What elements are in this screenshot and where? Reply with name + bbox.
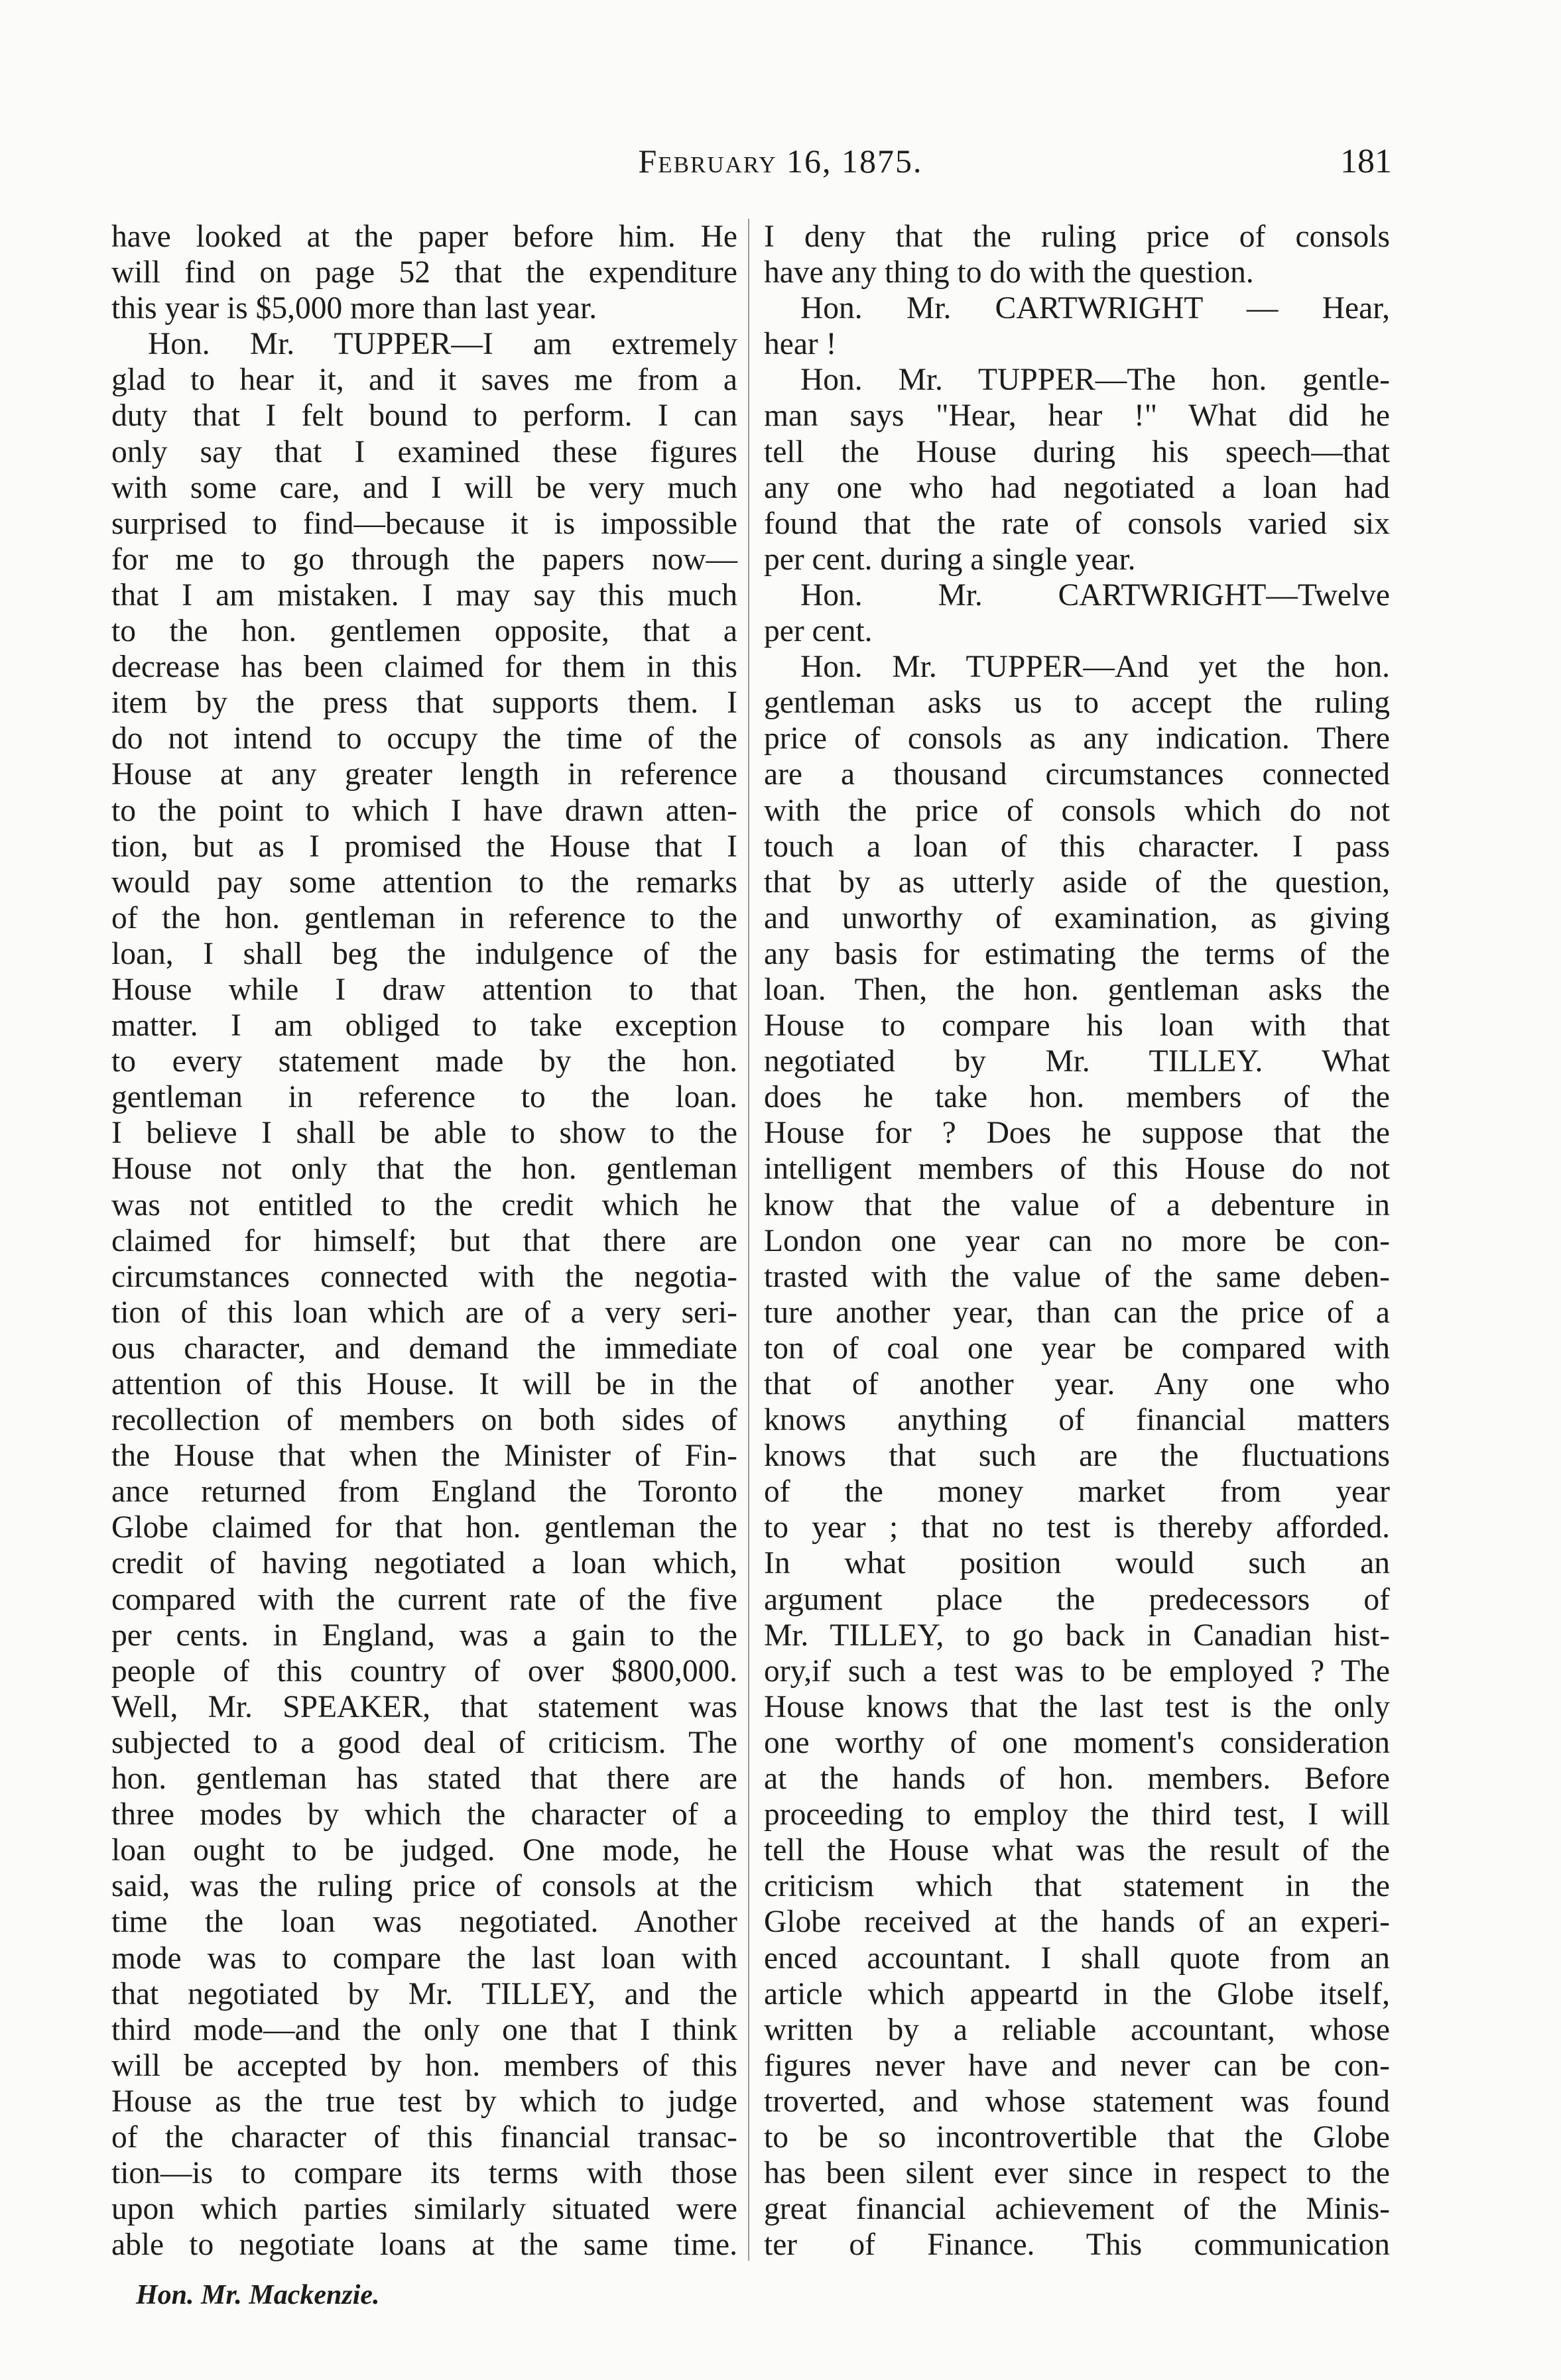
text-line: ory,if such a test was to be employed ? The — [764, 1653, 1390, 1689]
text-line: has been silent ever since in respect to the — [764, 2156, 1390, 2191]
text-line: mode was to compare the last loan with — [111, 1940, 737, 1976]
text-line: time the loan was negotiated. Another — [111, 1905, 737, 1940]
text-line: that by as utterly aside of the question, — [764, 864, 1390, 900]
text-line: knows that such are the fluctuations — [764, 1439, 1390, 1474]
text-line: hon. gentleman has stated that there are — [111, 1761, 737, 1797]
text-line: price of consols as any indication. There — [764, 721, 1390, 756]
text-line: I deny that the ruling price of consols — [764, 219, 1390, 254]
text-line: to the hon. gentlemen opposite, that a — [111, 614, 737, 649]
text-line: Hon. Mr. CARTWRIGHT—Twelve — [800, 577, 1390, 613]
text-line: House not only that the hon. gentleman — [111, 1152, 737, 1187]
text-line: of the character of this financial transac- — [111, 2119, 737, 2155]
text-line: credit of having negotiated a loan which, — [111, 1546, 737, 1581]
text-line: House for ? Does he suppose that the — [764, 1116, 1390, 1151]
text-line: Hon. Mr. TUPPER—The hon. gentle- — [800, 363, 1390, 398]
text-line: Well, Mr. SPEAKER, that statement was — [111, 1689, 737, 1724]
text-line: Hon. Mr. TUPPER—And yet the hon. — [800, 650, 1390, 685]
text-line: negotiated by Mr. TILLEY. What — [764, 1044, 1390, 1079]
text-line: upon which parties similarly situated were — [111, 2192, 737, 2227]
text-line: ance returned from England the Toronto — [111, 1474, 737, 1510]
text-line: intelligent members of this House do not — [764, 1152, 1390, 1187]
text-line: touch a loan of this character. I pass — [764, 829, 1390, 864]
footer-signature: Hon. Mr. Mackenzie. — [136, 2280, 380, 2310]
text-line: loan, I shall beg the indulgence of the — [111, 936, 737, 971]
text-line: proceeding to employ the third test, I will — [764, 1797, 1390, 1832]
text-line: per cent. — [764, 614, 873, 649]
text-line: ture another year, than can the price of a — [764, 1295, 1390, 1330]
text-line: Globe received at the hands of an experi- — [764, 1905, 1390, 1940]
text-line: glad to hear it, and it saves me from a — [111, 363, 737, 398]
text-line: In what position would such an — [764, 1546, 1390, 1581]
text-line: the House that when the Minister of Fin- — [111, 1439, 737, 1474]
text-line: troverted, and whose statement was found — [764, 2084, 1390, 2119]
text-line: Mr. TILLEY, to go back in Canadian hist- — [764, 1618, 1390, 1653]
text-line: third mode—and the only one that I think — [111, 2012, 737, 2047]
text-line: with some care, and I will be very much — [111, 470, 737, 505]
text-line: London one year can no more be con- — [764, 1223, 1390, 1258]
text-line: and unworthy of examination, as giving — [764, 900, 1390, 935]
text-line: House while I draw attention to that — [111, 972, 737, 1007]
text-line: argument place the predecessors of — [764, 1582, 1390, 1617]
text-line: of the hon. gentleman in reference to the — [111, 900, 737, 935]
text-line: that negotiated by Mr. TILLEY, and the — [111, 1976, 737, 2011]
text-line: hear ! — [764, 327, 837, 362]
text-line: found that the rate of consols varied six — [764, 506, 1390, 541]
text-line: any one who had negotiated a loan had — [764, 470, 1390, 505]
text-line: tion of this loan which are of a very seri- — [111, 1295, 737, 1330]
text-line: with the price of consols which do not — [764, 793, 1390, 828]
text-line: loan ought to be judged. One mode, he — [111, 1833, 737, 1868]
text-line: per cents. in England, was a gain to the — [111, 1618, 737, 1653]
text-line: tion, but as I promised the House that I — [111, 829, 737, 864]
text-line: will find on page 52 that the expenditure — [111, 255, 737, 290]
text-line: only say that I examined these figures — [111, 434, 737, 469]
text-line: able to negotiate loans at the same time. — [111, 2228, 737, 2263]
text-line: people of this country of over $800,000. — [111, 1653, 737, 1689]
text-line: know that the value of a debenture in — [764, 1187, 1390, 1222]
header-date: February 16, 1875. — [638, 143, 923, 180]
text-line: to every statement made by the hon. — [111, 1044, 737, 1079]
text-line: at the hands of hon. members. Before — [764, 1761, 1390, 1797]
text-line: would pay some attention to the remarks — [111, 864, 737, 900]
text-line: was not entitled to the credit which he — [111, 1187, 737, 1222]
text-line: that of another year. Any one who — [764, 1367, 1390, 1401]
text-line: great financial achievement of the Minis- — [764, 2192, 1390, 2227]
text-line: recollection of members on both sides of — [111, 1403, 737, 1438]
text-line: duty that I felt bound to perform. I can — [111, 398, 737, 434]
text-line: circumstances connected with the negotia- — [111, 1259, 737, 1294]
text-line: House as the true test by which to judge — [111, 2084, 737, 2119]
text-line: I believe I shall be able to show to the — [111, 1116, 737, 1151]
text-line: do not intend to occupy the time of the — [111, 721, 737, 756]
text-line: three modes by which the character of a — [111, 1797, 737, 1832]
text-line: tell the House what was the result of the — [764, 1833, 1390, 1868]
text-line: any basis for estimating the terms of the — [764, 936, 1390, 971]
text-line: knows anything of financial matters — [764, 1403, 1390, 1438]
text-line: gentleman in reference to the loan. — [111, 1080, 737, 1115]
text-line: of the money market from year — [764, 1474, 1390, 1510]
text-line: attention of this House. It will be in the — [111, 1367, 737, 1401]
text-line: decrease has been claimed for them in this — [111, 650, 737, 685]
text-line: ous character, and demand the immediate — [111, 1331, 737, 1366]
text-line: gentleman asks us to accept the ruling — [764, 685, 1390, 721]
column-divider — [748, 219, 749, 2261]
text-line: ton of coal one year be compared with — [764, 1331, 1390, 1366]
text-line: House at any greater length in reference — [111, 757, 737, 792]
text-line: loan. Then, the hon. gentleman asks the — [764, 972, 1390, 1007]
text-line: to year ; that no test is thereby afforded. — [764, 1510, 1390, 1545]
text-line: to the point to which I have drawn atten- — [111, 793, 737, 828]
text-line: are a thousand circumstances connected — [764, 757, 1390, 792]
text-line: item by the press that supports them. I — [111, 685, 737, 721]
text-line: trasted with the value of the same deben- — [764, 1259, 1390, 1294]
text-line: surprised to find—because it is impossible — [111, 506, 737, 541]
text-line: have any thing to do with the question. — [764, 255, 1254, 290]
text-line: figures never have and never can be con- — [764, 2048, 1390, 2083]
text-line: Hon. Mr. TUPPER—I am extremely — [148, 327, 737, 362]
left-column — [111, 219, 737, 2263]
text-line: man says "Hear, hear !" What did he — [764, 398, 1390, 434]
text-line: does he take hon. members of the — [764, 1080, 1390, 1115]
text-line: Globe claimed for that hon. gentleman the — [111, 1510, 737, 1545]
text-line: said, was the ruling price of consols at the — [111, 1869, 737, 1904]
text-line: enced accountant. I shall quote from an — [764, 1940, 1390, 1976]
page-header — [0, 133, 1561, 192]
text-line: one worthy of one moment's consideration — [764, 1725, 1390, 1760]
text-line: for me to go through the papers now— — [111, 542, 737, 577]
text-line: tell the House during his speech—that — [764, 434, 1390, 469]
right-column — [764, 219, 1390, 2263]
text-line: to be so incontrovertible that the Globe — [764, 2119, 1390, 2155]
text-line: matter. I am obliged to take exception — [111, 1008, 737, 1043]
text-line: claimed for himself; but that there are — [111, 1223, 737, 1258]
text-line: compared with the current rate of the five — [111, 1582, 737, 1617]
page-number: 181 — [1340, 143, 1392, 180]
text-line: this year is $5,000 more than last year. — [111, 291, 597, 326]
text-line: House to compare his loan with that — [764, 1008, 1390, 1043]
text-line: tion—is to compare its terms with those — [111, 2156, 737, 2191]
text-line: criticism which that statement in the — [764, 1869, 1390, 1904]
text-line: House knows that the last test is the only — [764, 1689, 1390, 1724]
text-line: will be accepted by hon. members of this — [111, 2048, 737, 2083]
text-line: have looked at the paper before him. He — [111, 219, 737, 254]
text-line: per cent. during a single year. — [764, 542, 1136, 577]
text-line: that I am mistaken. I may say this much — [111, 577, 737, 613]
text-line: article which appeartd in the Globe itself, — [764, 1976, 1390, 2011]
text-line: ter of Finance. This communication — [764, 2228, 1390, 2263]
text-line: subjected to a good deal of criticism. The — [111, 1725, 737, 1760]
text-line: Hon. Mr. CARTWRIGHT — Hear, — [800, 291, 1390, 326]
text-line: written by a reliable accountant, whose — [764, 2012, 1390, 2047]
